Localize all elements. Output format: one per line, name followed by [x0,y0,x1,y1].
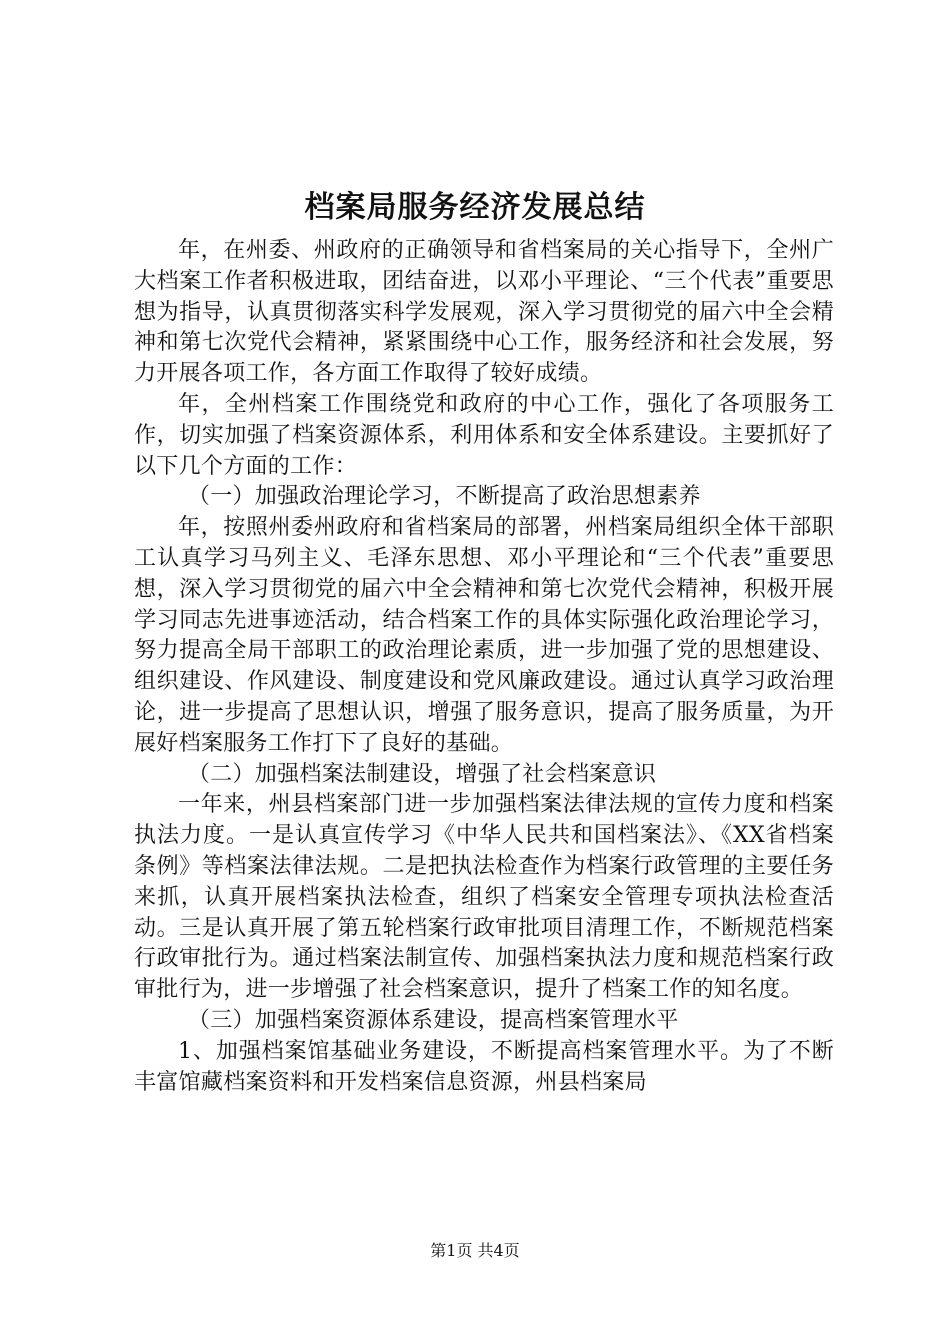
section-heading-1: （一）加强政治理论学习，不断提高了政治思想素养 [187,484,701,510]
page-footer: 第1页 共4页 [430,1241,520,1260]
paragraph-intro: 年，在州委、州政府的正确领导和省档案局的关心指导下，全州广大档案工作者积极进取，团结奋进，以邓小平理论、“三个代表”重要思想为指导，认真贯彻落实科学发展观，深入学习贯彻党的届六中全会精神和第七次党代会精神，紧紧围绕中心工作，服务经济和社会发展，努力开展各项工作，各方面工作取得了较好成绩。 [134,238,834,387]
paragraph-overview: 年，全州档案工作围绕党和政府的中心工作，强化了各项服务工作，切实加强了档案资源体系，利用体系和安全体系建设。主要抓好了以下几个方面的工作： [134,391,834,479]
paragraph-section-1: 年，按照州委州政府和省档案局的部署，州档案局组织全体干部职工认真学习马列主义、毛泽东思想、邓小平理论和“三个代表”重要思想，深入学习贯彻党的届六中全会精神和第七次党代会精神，积极开展学习同志先进事迹活动，结合档案工作的具体实际强化政治理论学习，努力提高全局干部职工的政治理论素质，进一步加强了党的思想建设、组织建设、作风建设、制度建设和党风廉政建设。通过认真学习政治理论，进一步提高了思想认识，增强了服务意识，提高了服务质量，为开展好档案服务工作打下了良好的基础。 [134,515,834,756]
paragraph-section-3: 1、加强档案馆基础业务建设，不断提高档案管理水平。为了不断丰富馆藏档案资料和开发档案信息资源，州县档案局 [134,1038,834,1095]
section-heading-3: （三）加强档案资源体系建设，提高档案管理水平 [187,1007,679,1033]
paragraph-section-2: 一年来，州县档案部门进一步加强档案法律法规的宣传力度和档案执法力度。一是认真宣传学习《中华人民共和国档案法》、《XX省档案条例》等档案法律法规。二是把执法检查作为档案行政管理的主要任务来抓，认真开展档案执法检查，组织了档案安全管理专项执法检查活动。三是认真开展了第五轮档案行政审批项目清理工作，不断规范档案行政审批行为。通过档案法制宣传、加强档案执法力度和规范档案行政审批行为，进一步增强了社会档案意识，提升了档案工作的知名度。 [134,792,834,1003]
section-heading-2: （二）加强档案法制建设，增强了社会档案意识 [187,761,657,787]
document-body [134,236,834,1098]
document-title: 档案局服务经济发展总结 [304,190,646,225]
